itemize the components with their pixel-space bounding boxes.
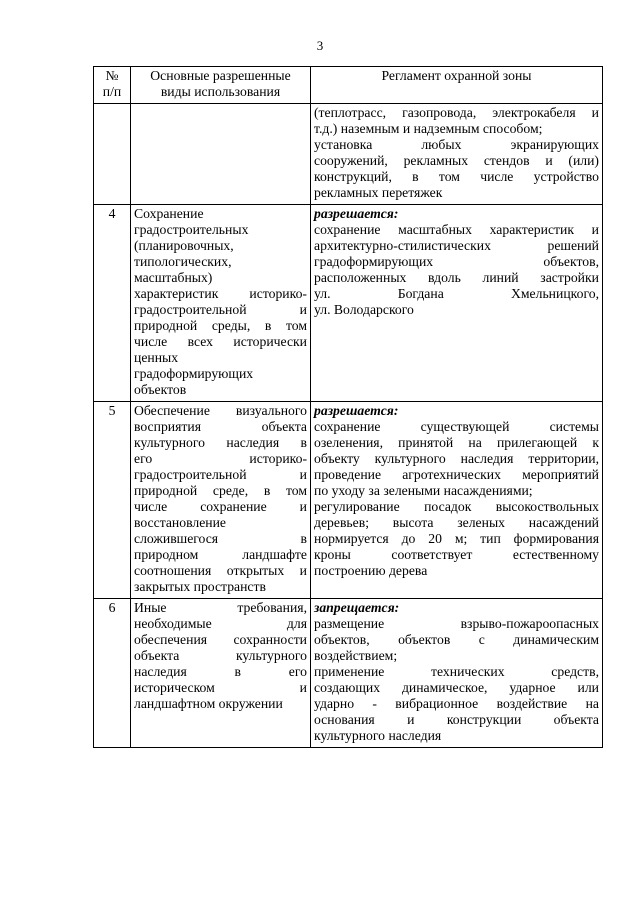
uses-line: числе сохранение и bbox=[134, 499, 307, 514]
regulation-cell bbox=[311, 599, 603, 748]
uses-line: Обеспечение визуального bbox=[134, 403, 307, 418]
uses-line: градостроительной и bbox=[134, 467, 307, 482]
table-row bbox=[94, 599, 603, 748]
regulation-line: по уходу за зелеными насаждениями; bbox=[314, 483, 533, 498]
header-regulation-line: Регламент охранной зоны bbox=[381, 68, 532, 83]
table-row bbox=[94, 402, 603, 599]
regulation-line: т.д.) наземным и надземным способом; bbox=[314, 121, 543, 136]
uses-cell bbox=[131, 205, 311, 402]
uses-line: Иные требования, bbox=[134, 600, 307, 615]
uses-line: природной среде, в том bbox=[134, 483, 307, 498]
regulation-line: ул. Богдана Хмельницкого, bbox=[314, 286, 599, 301]
regulation-line: нормируется до 20 м; тип формирования bbox=[314, 531, 599, 546]
regulation-line: озеленения, принятой на прилегающей к bbox=[314, 435, 599, 450]
header-regulation bbox=[311, 67, 603, 104]
uses-line: числе всех исторически bbox=[134, 334, 307, 349]
uses-cell bbox=[131, 599, 311, 748]
uses-line: необходимые для bbox=[134, 616, 307, 631]
regulation-line: конструкций, в том числе устройство bbox=[314, 169, 599, 184]
uses-line: природном ландшафте bbox=[134, 547, 307, 562]
uses-line: восстановление bbox=[134, 515, 227, 530]
regulation-line: рекламных перетяжек bbox=[314, 185, 443, 200]
uses-cell bbox=[131, 402, 311, 599]
uses-line: объектов bbox=[134, 382, 187, 397]
regulation-line: расположенных вдоль линий застройки bbox=[314, 270, 599, 285]
regulation-line: регулирование посадок высокоствольных bbox=[314, 499, 599, 514]
regulation-line: основания и конструкции объекта bbox=[314, 712, 599, 727]
uses-line: восприятия объекта bbox=[134, 419, 307, 434]
regulation-label: разрешается: bbox=[314, 403, 399, 418]
table-header-row bbox=[94, 67, 603, 104]
regulation-cell bbox=[311, 205, 603, 402]
regulation-line: сохранение существующей системы bbox=[314, 419, 599, 434]
regulation-line: применение технических средств, bbox=[314, 664, 599, 679]
uses-cell bbox=[131, 104, 311, 205]
regulation-line: деревьев; высота зеленых насаждений bbox=[314, 515, 599, 530]
table-body bbox=[94, 104, 603, 748]
header-number-line: № bbox=[105, 68, 119, 83]
regulation-line: установка любых экранирующих bbox=[314, 137, 599, 152]
table-row bbox=[94, 104, 603, 205]
regulation-line: (теплотрасс, газопровода, электрокабеля и bbox=[314, 105, 599, 120]
regulation-line: сохранение масштабных характеристик и bbox=[314, 222, 599, 237]
regulation-line: кроны соответствует естественному bbox=[314, 547, 599, 562]
regulation-line: воздействием; bbox=[314, 648, 398, 663]
regulation-line: градоформирующих объектов, bbox=[314, 254, 599, 269]
regulation-line: архитектурно-стилистических решений bbox=[314, 238, 599, 253]
regulation-line: ул. Володарского bbox=[314, 302, 414, 317]
regulation-line: проведение агротехнических мероприятий bbox=[314, 467, 599, 482]
row-number: 5 bbox=[94, 402, 131, 599]
header-uses-line: виды использования bbox=[160, 84, 281, 99]
uses-line: соотношения открытых и bbox=[134, 563, 307, 578]
regulation-line: культурного наследия bbox=[314, 728, 442, 743]
uses-line: объекта культурного bbox=[134, 648, 307, 663]
regulation-line: сооружений, рекламных стендов и (или) bbox=[314, 153, 599, 168]
uses-line: градоформирующих bbox=[134, 366, 254, 381]
uses-line: масштабных) bbox=[134, 270, 213, 285]
uses-line: наследия в его bbox=[134, 664, 307, 679]
uses-line: (планировочных, bbox=[134, 238, 234, 253]
uses-line: культурного наследия в bbox=[134, 435, 307, 450]
regulation-line: размещение взрыво-пожароопасных bbox=[314, 616, 599, 631]
header-number bbox=[94, 67, 131, 104]
regulation-cell bbox=[311, 104, 603, 205]
regulation-line: построению дерева bbox=[314, 563, 428, 578]
regulation-cell bbox=[311, 402, 603, 599]
uses-line: градостроительных bbox=[134, 222, 249, 237]
row-number bbox=[94, 104, 131, 205]
regulation-line: создающих динамическое, ударное или bbox=[314, 680, 599, 695]
regulation-line: объектов, объектов с динамическим bbox=[314, 632, 599, 647]
uses-line: сложившегося в bbox=[134, 531, 307, 546]
header-uses-line: Основные разрешенные bbox=[150, 68, 291, 83]
regulation-line: ударно - вибрационное воздействие на bbox=[314, 696, 599, 711]
regulation-label: разрешается: bbox=[314, 206, 399, 221]
uses-line: закрытых пространств bbox=[134, 579, 266, 594]
row-number: 6 bbox=[94, 599, 131, 748]
uses-line: ландшафтном окружении bbox=[134, 696, 283, 711]
uses-line: обеспечения сохранности bbox=[134, 632, 307, 647]
uses-line: историческом и bbox=[134, 680, 307, 695]
uses-line: природной среды, в том bbox=[134, 318, 307, 333]
row-number: 4 bbox=[94, 205, 131, 402]
uses-line: Сохранение bbox=[134, 206, 204, 221]
table-row bbox=[94, 205, 603, 402]
uses-line: характеристик историко- bbox=[134, 286, 307, 301]
regulation-line: объекту культурного наследия территории, bbox=[314, 451, 599, 466]
uses-line: его историко- bbox=[134, 451, 307, 466]
regulation-table bbox=[93, 66, 603, 748]
page-number: 3 bbox=[316, 38, 324, 53]
header-uses bbox=[131, 67, 311, 104]
uses-line: градостроительной и bbox=[134, 302, 307, 317]
header-number-line: п/п bbox=[102, 84, 122, 99]
uses-line: типологических, bbox=[134, 254, 232, 269]
uses-line: ценных bbox=[134, 350, 179, 365]
regulation-label: запрещается: bbox=[314, 600, 400, 615]
